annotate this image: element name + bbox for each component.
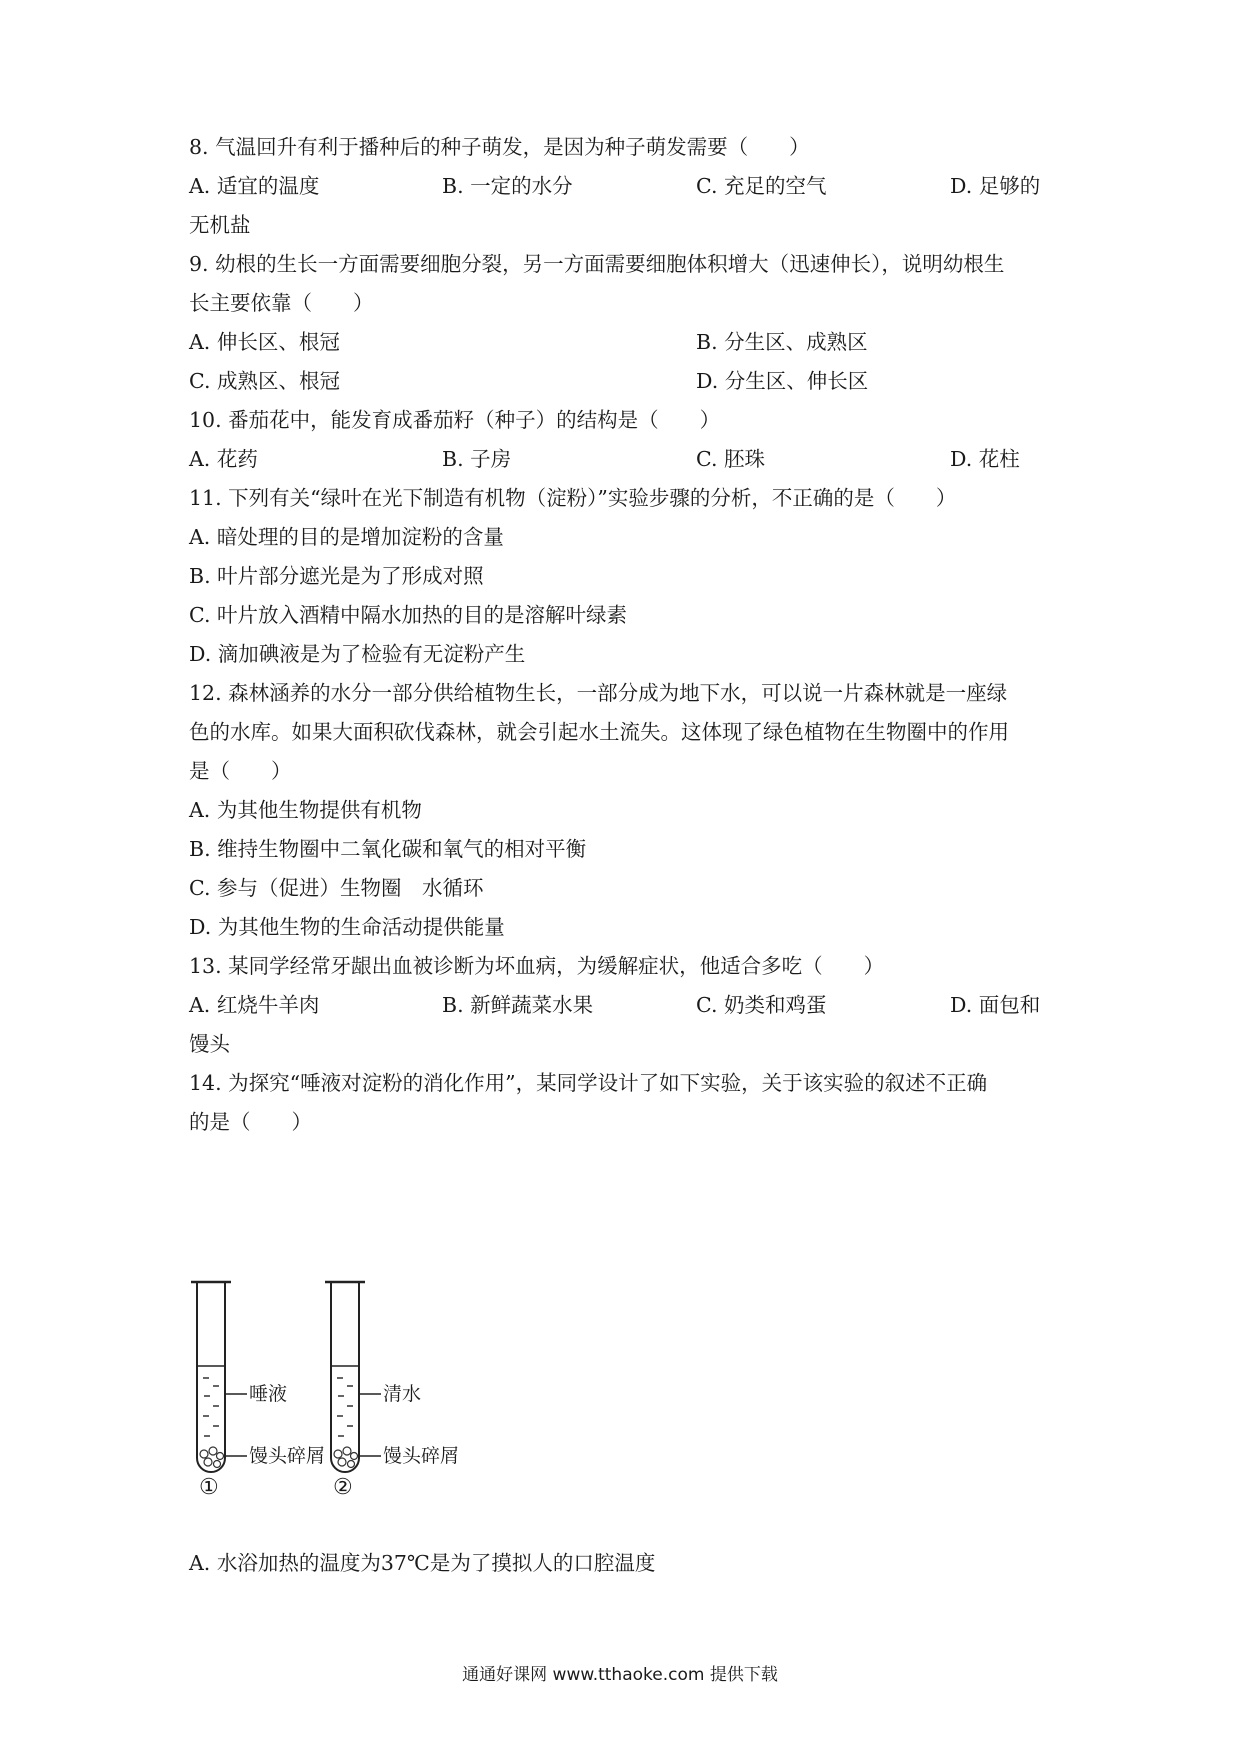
q13-option-a: A. 红烧牛羊肉 bbox=[189, 993, 320, 1017]
tube2-liquid-label: 清水 bbox=[383, 1383, 422, 1405]
q11-option-a: A. 暗处理的目的是增加淀粉的含量 bbox=[189, 525, 504, 549]
q11-option-b: B. 叶片部分遮光是为了形成对照 bbox=[189, 564, 484, 588]
q8-option-b: B. 一定的水分 bbox=[442, 174, 573, 198]
q14-option-a: A. 水浴加热的温度为37℃是为了摸拟人的口腔温度 bbox=[189, 1551, 656, 1575]
q12-option-c: C. 参与（促进）生物圈 水循环 bbox=[189, 876, 484, 900]
q10-stem: 10. 番茄花中，能发育成番茄籽（种子）的结构是（ ） bbox=[189, 408, 721, 432]
q12-option-d: D. 为其他生物的生命活动提供能量 bbox=[189, 915, 505, 939]
q8-option-d-continued: 无机盐 bbox=[189, 213, 251, 237]
q12-stem-line-2: 色的水库。如果大面积砍伐森林，就会引起水土流失。这体现了绿色植物在生物圈中的作用 bbox=[189, 720, 1009, 744]
q12-stem-line-3: 是（ ） bbox=[189, 759, 292, 783]
q11-stem: 11. 下列有关“绿叶在光下制造有机物（淀粉）”实验步骤的分析，不正确的是（ ） bbox=[189, 486, 957, 510]
q13-option-c: C. 奶类和鸡蛋 bbox=[696, 993, 827, 1017]
q8-option-d: D. 足够的 bbox=[950, 174, 1041, 198]
q9-stem-line-2: 长主要依靠（ ） bbox=[189, 291, 374, 315]
page-footer: 通通好课网 www.tthaoke.com 提供下载 bbox=[462, 1665, 778, 1685]
q14-stem-line-2: 的是（ ） bbox=[189, 1110, 312, 1134]
q9-option-b: B. 分生区、成熟区 bbox=[696, 330, 868, 354]
tube1-solid-label: 馒头碎屑 bbox=[249, 1445, 326, 1467]
q8-option-c: C. 充足的空气 bbox=[696, 174, 827, 198]
q9-option-c: C. 成熟区、根冠 bbox=[189, 369, 340, 393]
test-tube-1 bbox=[191, 1282, 247, 1472]
q13-stem: 13. 某同学经常牙龈出血被诊断为坏血病，为缓解症状，他适合多吃（ ） bbox=[189, 954, 885, 978]
test-tubes-illustration bbox=[189, 1268, 549, 1498]
tube1-number: ① bbox=[199, 1475, 219, 1500]
q11-option-c: C. 叶片放入酒精中隔水加热的目的是溶解叶绿素 bbox=[189, 603, 627, 627]
q9-stem-line-1: 9. 幼根的生长一方面需要细胞分裂，另一方面需要细胞体积增大（迅速伸长），说明幼根生 bbox=[189, 252, 1005, 276]
q10-option-b: B. 子房 bbox=[442, 447, 512, 471]
q8-option-a: A. 适宜的温度 bbox=[189, 174, 320, 198]
q9-option-a: A. 伸长区、根冠 bbox=[189, 330, 340, 354]
q10-option-d: D. 花柱 bbox=[950, 447, 1020, 471]
q13-option-d-continued: 馒头 bbox=[189, 1032, 230, 1056]
q13-option-d: D. 面包和 bbox=[950, 993, 1041, 1017]
q13-option-b: B. 新鲜蔬菜水果 bbox=[442, 993, 594, 1017]
q10-option-a: A. 花药 bbox=[189, 447, 258, 471]
q10-option-c: C. 胚珠 bbox=[696, 447, 765, 471]
q12-option-a: A. 为其他生物提供有机物 bbox=[189, 798, 422, 822]
q12-stem-line-1: 12. 森林涵养的水分一部分供给植物生长，一部分成为地下水，可以说一片森林就是一座绿 bbox=[189, 681, 1008, 705]
q8-stem: 8. 气温回升有利于播种后的种子萌发，是因为种子萌发需要（ ） bbox=[189, 135, 810, 159]
tube2-solid-label: 馒头碎屑 bbox=[383, 1445, 460, 1467]
q14-stem-line-1: 14. 为探究“唾液对淀粉的消化作用”，某同学设计了如下实验，关于该实验的叙述不正确 bbox=[189, 1071, 988, 1095]
q11-option-d: D. 滴加碘液是为了检验有无淀粉产生 bbox=[189, 642, 526, 666]
test-tube-2 bbox=[325, 1282, 381, 1472]
test-tube-figure bbox=[189, 1268, 549, 1498]
q12-option-b: B. 维持生物圈中二氧化碳和氧气的相对平衡 bbox=[189, 837, 587, 861]
q9-option-d: D. 分生区、伸长区 bbox=[696, 369, 869, 393]
tube2-number: ② bbox=[333, 1475, 353, 1500]
tube1-liquid-label: 唾液 bbox=[249, 1383, 288, 1405]
